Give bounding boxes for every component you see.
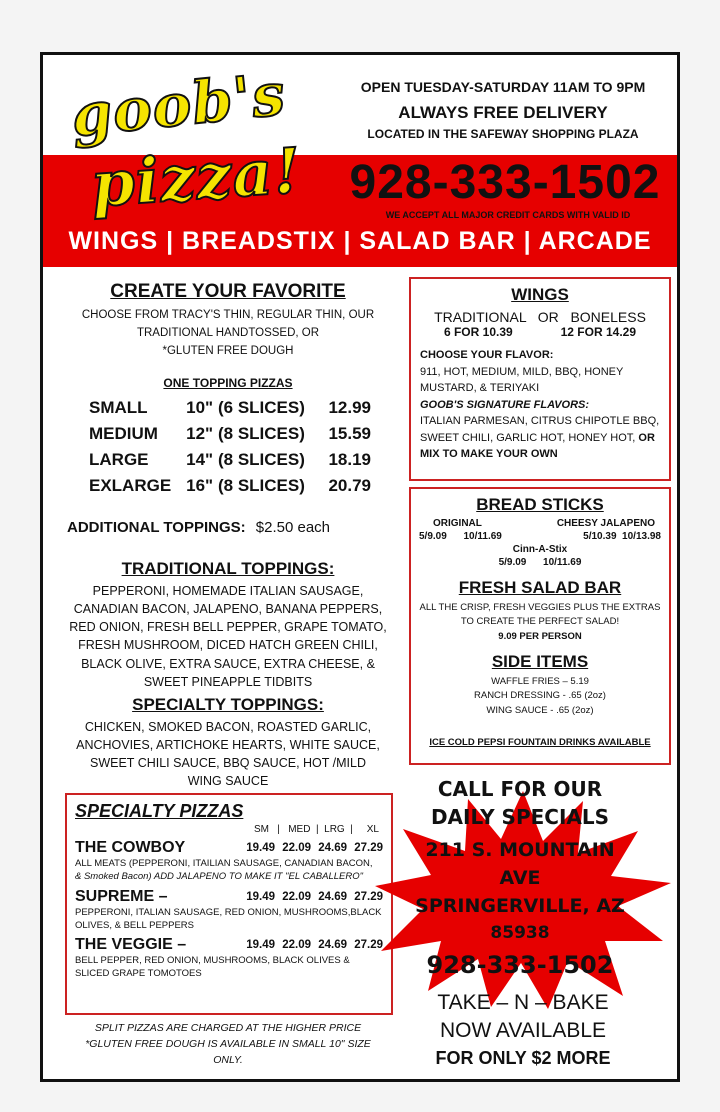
bread-original-prices: 5/9.09 10/11.69 <box>419 531 502 542</box>
pizza-desc: ALL MEATS (PEPPERONI, ITAILIAN SAUSAGE, CANADIAN BACON, <box>75 858 373 869</box>
delivery-text: ALWAYS FREE DELIVERY <box>398 103 608 122</box>
wings-count-12: 12 FOR 14.29 <box>560 325 636 339</box>
size-row <box>89 421 371 447</box>
specialty-pizzas-box <box>65 793 393 1015</box>
specialty-toppings-section <box>53 695 403 791</box>
bread-cheesy: CHEESY JALAPENO <box>556 518 655 529</box>
take-line3: FOR ONLY $2 MORE <box>435 1047 611 1068</box>
size-inch: 16" <box>186 476 214 495</box>
traditional-title: TRADITIONAL TOPPINGS: <box>121 559 335 578</box>
size-slices: (8 SLICES) <box>218 450 305 469</box>
location-text: LOCATED IN THE SAFEWAY SHOPPING PLAZA <box>367 127 639 141</box>
pizza-notes <box>63 1021 393 1068</box>
pizza-name: THE COWBOY <box>75 839 186 856</box>
price-lrg: 24.69 <box>318 842 348 854</box>
bread-cheesy-prices: 5/10.39 10/13.98 <box>583 531 661 542</box>
salad-line: TO CREATE THE PERFECT SALAD! <box>460 616 620 628</box>
bread-headers <box>419 518 661 529</box>
additional-toppings <box>67 519 330 536</box>
specials-line2: DAILY SPECIALS <box>430 805 610 829</box>
wings-box <box>409 277 671 481</box>
price-sm: 19.49 <box>246 890 276 903</box>
bread-title: BREAD STICKS <box>476 495 604 514</box>
create-desc-line: *GLUTEN FREE DOUGH <box>162 344 294 357</box>
create-title: CREATE YOUR FAVORITE <box>110 281 346 302</box>
side-item: RANCH DRESSING - .65 (2oz) <box>474 690 606 702</box>
pizza-prices <box>246 936 383 954</box>
price-lrg: 24.69 <box>318 890 348 903</box>
additional-price: $2.50 each <box>255 519 331 536</box>
pizza-prices <box>246 888 383 906</box>
create-desc-line: TRADITIONAL HANDTOSSED, OR <box>136 326 320 339</box>
wings-flavors <box>420 347 660 463</box>
topping-line: CANADIAN BACON, JALAPENO, BANANA PEPPERS, <box>73 602 383 617</box>
size-name: EXLARGE <box>89 476 172 495</box>
signature-title: GOOB'S SIGNATURE FLAVORS: <box>420 398 590 411</box>
traditional-section <box>53 559 403 691</box>
take-line2: NOW AVAILABLE <box>439 1019 607 1043</box>
size-inch: 10" <box>186 398 214 417</box>
specialty-toppings-title: SPECIALTY TOPPINGS: <box>132 695 324 714</box>
credit-cards-note: WE ACCEPT ALL MAJOR CREDIT CARDS WITH VALID ID <box>385 210 631 220</box>
size-row <box>89 447 371 473</box>
create-desc <box>53 307 403 360</box>
specialty-pizza-item <box>75 839 383 884</box>
salad-price: 9.09 PER PERSON <box>498 630 582 642</box>
wings-count-6: 6 FOR 10.39 <box>443 325 513 339</box>
size-slices: (8 SLICES) <box>218 476 305 495</box>
topping-line: FRESH MUSHROOM, DICED HATCH GREEN CHILI, <box>78 638 378 653</box>
specialty-toppings-list <box>53 718 403 791</box>
salad-desc <box>419 601 661 644</box>
topping-line: WING SAUCE <box>187 774 269 789</box>
price-lrg: 24.69 <box>318 939 348 952</box>
size-price: 20.79 <box>328 476 371 495</box>
note-line: ONLY. <box>213 1053 243 1066</box>
bread-prices <box>419 531 661 542</box>
size-inch: 12" <box>186 424 214 443</box>
topping-line: PEPPERONI, HOMEMADE ITALIAN SAUSAGE, <box>92 584 364 598</box>
size-price: 15.59 <box>328 424 371 443</box>
pizza-name: SUPREME – <box>75 887 168 905</box>
pizza-desc: PEPPERONI, ITALIAN SAUSAGE, RED ONION, MUSHROOMS,BLACK <box>75 906 382 918</box>
size-price: 18.19 <box>328 450 371 469</box>
note-line: *GLUTEN FREE DOUGH IS AVAILABLE IN SMALL 10" SIZE <box>85 1037 371 1050</box>
wings-types: TRADITIONAL OR BONELESS <box>434 309 646 325</box>
logo-pizza: pizza! <box>88 133 305 222</box>
topping-line: BLACK OLIVE, EXTRA SAUCE, EXTRA CHEESE, & <box>81 656 375 671</box>
one-topping-title: ONE TOPPING PIZZAS <box>163 376 293 391</box>
take-n-bake <box>403 989 643 1070</box>
size-header: SM | MED | LRG | XL <box>253 824 379 835</box>
topping-line: SWEET PINEAPPLE TIDBITS <box>143 674 313 689</box>
menu-page <box>40 52 680 1082</box>
additional-label: ADDITIONAL TOPPINGS: <box>67 519 246 536</box>
cinna-stix-prices: 5/9.09 10/11.69 <box>498 557 582 568</box>
price-xl: 27.29 <box>354 842 383 854</box>
size-slices: (8 SLICES) <box>218 424 305 443</box>
price-sm: 19.49 <box>246 842 276 854</box>
specialty-pizza-item <box>75 936 383 981</box>
pizza-desc: & Smoked Bacon) ADD JALAPENO TO MAKE IT "EL CABALLERO" <box>75 871 363 883</box>
salad-line: ALL THE CRISP, FRESH VEGGIES PLUS THE EXTRAS <box>419 602 661 613</box>
pizza-desc: OLIVES, & BELL PEPPERS <box>75 919 194 931</box>
signature-list <box>420 413 660 463</box>
traditional-list <box>53 582 403 691</box>
size-name: LARGE <box>89 450 149 469</box>
price-med: 22.09 <box>282 939 312 952</box>
logo-goobs: goob's <box>68 59 289 151</box>
bread-original: ORIGINAL <box>433 518 482 529</box>
size-price: 12.99 <box>328 398 371 417</box>
signature-flavors: ITALIAN PARMESAN, CITRUS CHIPOTLE BBQ, SWEET CHILI, GARLIC HOT, HONEY HOT, <box>420 415 660 444</box>
price-med: 22.09 <box>282 842 312 854</box>
cinna-stix: Cinn-A-Stix <box>512 544 568 555</box>
price-med: 22.09 <box>282 890 312 903</box>
services-banner: WINGS | BREADSTIX | SALAD BAR | ARCADE <box>68 227 652 255</box>
size-price-table <box>89 395 371 499</box>
create-desc-line: CHOOSE FROM TRACY'S THIN, REGULAR THIN, OUR <box>81 309 375 321</box>
wings-counts <box>420 325 660 339</box>
size-slices: (6 SLICES) <box>218 398 305 417</box>
salad-title: FRESH SALAD BAR <box>458 578 622 597</box>
hours-text: OPEN TUESDAY-SATURDAY 11AM TO 9PM <box>360 79 646 95</box>
specials-phone: 928-333-1502 <box>426 951 614 979</box>
side-item: WAFFLE FRIES – 5.19 <box>491 675 589 687</box>
size-row <box>89 473 371 499</box>
side-item: WING SAUCE - .65 (2oz) <box>486 705 594 717</box>
size-name: SMALL <box>89 398 148 417</box>
size-row <box>89 395 371 421</box>
address-line1: 211 S. MOUNTAIN <box>425 839 615 861</box>
price-xl: 27.29 <box>354 939 383 952</box>
pizza-prices <box>246 839 383 857</box>
topping-line: SWEET CHILI SAUCE, BBQ SAUCE, HOT /MILD <box>90 756 366 771</box>
specials-line1: CALL FOR OUR <box>437 777 603 801</box>
header-phone: 928-333-1502 <box>349 156 661 209</box>
wings-title: WINGS <box>511 285 569 304</box>
price-xl: 27.29 <box>354 890 383 903</box>
create-section <box>53 281 403 390</box>
address-zip: 85938 <box>490 923 550 943</box>
drinks-note: ICE COLD PEPSI FOUNTAIN DRINKS AVAILABLE <box>429 736 651 748</box>
pizza-desc: SLICED GRAPE TOMOTOES <box>75 968 202 980</box>
specialty-pizza-item <box>75 888 383 933</box>
topping-line: ANCHOVIES, ARTICHOKE HEARTS, WHITE SAUCE, <box>76 738 380 753</box>
wings-flavor-list: 911, HOT, MEDIUM, MILD, BBQ, HONEY MUSTARD, & TERIYAKI <box>420 365 624 394</box>
specialty-pizzas-title: SPECIALTY PIZZAS <box>75 801 244 821</box>
wings-choose-title: CHOOSE YOUR FLAVOR: <box>420 349 554 361</box>
note-line: SPLIT PIZZAS ARE CHARGED AT THE HIGHER PRICE <box>94 1022 362 1034</box>
topping-line: CHICKEN, SMOKED BACON, ROASTED GARLIC, <box>84 720 372 734</box>
price-sm: 19.49 <box>246 939 276 952</box>
topping-line: RED ONION, FRESH BELL PEPPER, GRAPE TOMATO, <box>69 620 387 635</box>
pizza-desc: BELL PEPPER, RED ONION, MUSHROOMS, BLACK OLIVES & <box>75 955 350 967</box>
mix-own-text: OR MIX TO MAKE YOUR OWN <box>420 431 655 460</box>
sides-list <box>419 675 661 719</box>
size-inch: 14" <box>186 450 214 469</box>
sides-title: SIDE ITEMS <box>491 651 589 671</box>
address-line2: AVE <box>499 867 541 889</box>
pizza-name: THE VEGGIE – <box>75 936 187 954</box>
take-line1: TAKE – N – BAKE <box>437 991 609 1014</box>
size-name: MEDIUM <box>89 424 158 443</box>
bread-salad-sides-box <box>409 487 671 765</box>
address-line3: SPRINGERVILLE, AZ <box>415 895 625 917</box>
